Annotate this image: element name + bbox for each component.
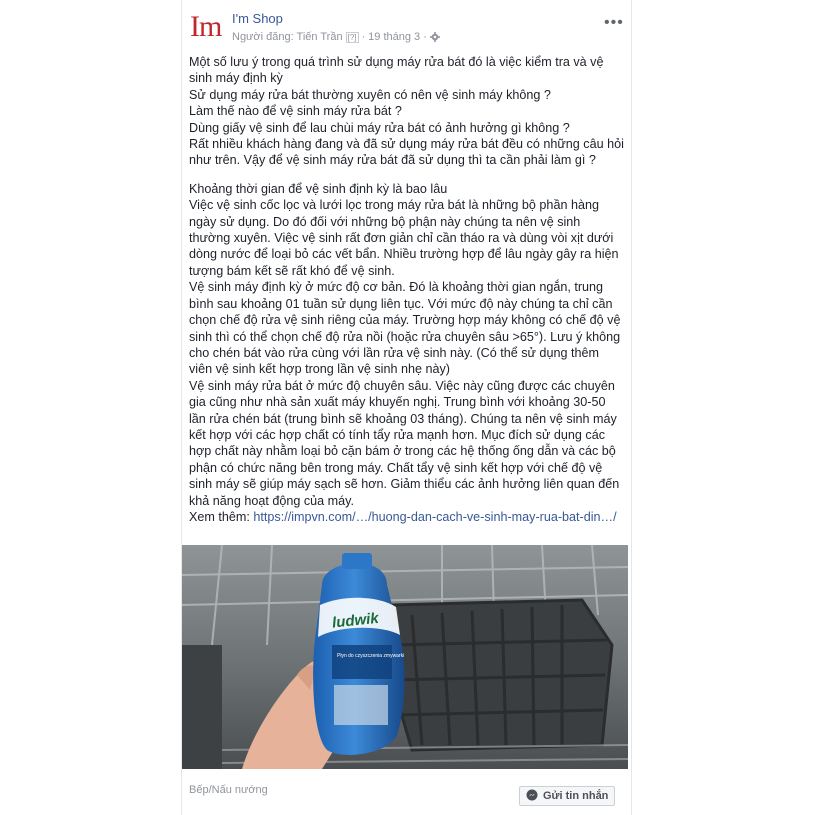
category-label[interactable]: Bếp/Nấu nướng xyxy=(189,784,268,796)
meta-separator: · xyxy=(361,31,366,43)
intro-line: Một số lưu ý trong quá trình sử dụng máy rửa bát đó là việc kiểm tra và vệ sinh máy định kỳ xyxy=(189,55,604,86)
bottle-product-label: Płyn do czyszczenia zmywarki xyxy=(337,653,405,659)
intro-line: Làm thế nào để vệ sinh máy rửa bát ? xyxy=(189,104,402,119)
page-name-link[interactable]: I'm Shop xyxy=(232,11,283,26)
section-paragraph: Vệ sinh máy rửa bát ở mức độ chuyên sâu. Việc này cũng được các chuyên gia cũng như nhà sản xuất máy khuyến nghị. Trung bình với khoảng 30-50 lần rửa chén bát (trung bình sẽ khoảng 03 tháng). Chúng ta nên vệ sinh máy kết hợp với các hợp chất có tính tẩy rửa mạnh hơn. Mục đích sử dụng các hợp chất này nhằm loại bỏ cặn bám ở trong các hệ thống ống dẫn và các bộ phận có chức năng bên trong máy. Chất tẩy vệ sinh kết hợp với chế độ vệ sinh máy sẽ giúp máy sạch sẽ hơn. Giảm thiểu các ảnh hưởng liên quan đến khả năng hoạt động của máy. xyxy=(189,378,620,508)
intro-line: Rất nhiều khách hàng đang và đã sử dụng máy rửa bát đều có những câu hỏi như trên. Vậy để vệ sinh máy rửa bát đã sử dụng thì ta cần phải làm gì ? xyxy=(189,137,624,168)
section-paragraph: Vệ sinh máy định kỳ ở mức độ cơ bản. Đó là khoảng thời gian ngắn, trung bình sau khoảng 01 tuần sử dụng liên tục. Với mức độ này chúng ta chỉ cần chọn chế độ rửa vệ sinh riêng của máy. Trường hợp máy không có chế độ vệ sinh thì có thể chọn chế độ rửa nồi (hoặc rửa chuyên sâu >65°). Lưu ý không cho chén bát vào rửa cùng với lần rửa vệ sinh này. (Có thể sử dụng thêm viên vệ sinh kết hợp trong lần vệ sinh nhẹ này) xyxy=(189,280,621,377)
messenger-icon xyxy=(526,789,538,804)
gear-icon[interactable] xyxy=(430,32,440,42)
page-avatar-logo[interactable]: Im xyxy=(190,10,222,43)
more-options-icon[interactable]: ••• xyxy=(604,14,624,31)
bottle-brand-label: ludwik xyxy=(331,609,380,632)
post-text xyxy=(189,54,624,525)
section-heading: Khoảng thời gian để vệ sinh định kỳ là bao lâu xyxy=(189,181,448,196)
section-paragraph: Việc vệ sinh cốc lọc và lưới lọc trong máy rửa bát là những bộ phần hàng ngày sử dụng. Do đó đối với những bộ phận này chúng ta nên vệ sinh thường xuyên. Việc vệ sinh rất đơn giản chỉ cần tháo ra và dùng vòi xịt dưới dòng nước để loại bỏ các vết bẩn. Nhiều trường hợp để lâu ngày gây ra hiện tượng bám kết sẽ rất khó để vệ sinh. xyxy=(189,198,619,278)
poster-label: Người đăng: Tiến Trần xyxy=(232,31,343,43)
send-message-label: Gửi tin nhắn xyxy=(543,790,609,802)
see-more-label: Xem thêm: xyxy=(189,509,254,524)
intro-line: Dùng giấy vệ sinh để lau chùi máy rửa bát có ảnh hưởng gì không ? xyxy=(189,120,570,135)
post-photo[interactable] xyxy=(182,545,628,769)
meta-separator-2: · xyxy=(423,31,427,43)
see-more-link[interactable]: https://impvn.com/…/huong-dan-cach-ve-sinh-may-rua-bat-din…/ xyxy=(253,509,617,524)
intro-line: Sử dụng máy rửa bát thường xuyên có nên vệ sinh máy không ? xyxy=(189,87,551,102)
help-icon[interactable]: [?] xyxy=(347,32,357,42)
post-date-link[interactable]: 19 tháng 3 xyxy=(368,31,421,43)
post-meta xyxy=(232,31,440,43)
see-more-line xyxy=(189,509,624,525)
send-message-button[interactable] xyxy=(519,786,615,806)
